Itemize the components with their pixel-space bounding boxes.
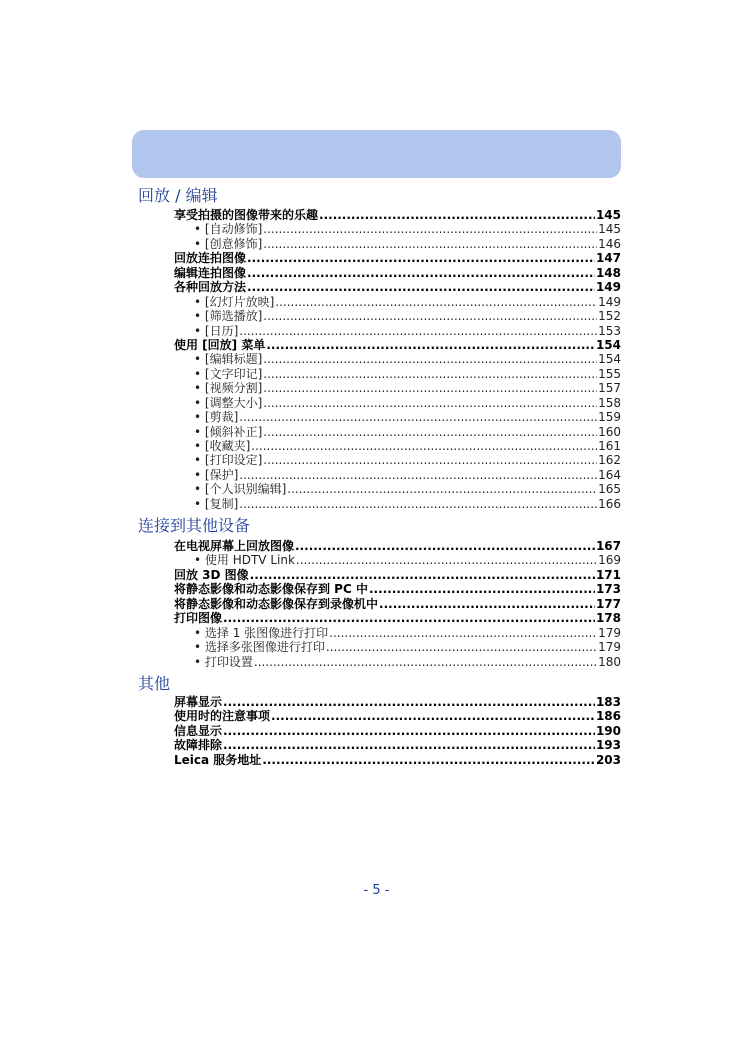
toc-entry[interactable] (174, 597, 621, 611)
toc-entry[interactable] (174, 582, 621, 596)
toc-entry[interactable] (174, 266, 621, 280)
dot-leader (379, 597, 595, 611)
header-banner (132, 130, 621, 178)
toc-entry-label: • 使用 HDTV Link (194, 553, 295, 568)
toc-entry-label: 屏幕显示 (174, 695, 223, 709)
toc-entry-page: 147 (595, 251, 621, 266)
dot-leader (263, 352, 597, 366)
toc-entry-page: 159 (598, 410, 621, 425)
toc-subentry[interactable] (174, 553, 621, 567)
page-number: - 5 - (363, 883, 390, 898)
toc-entry-label: 将静态影像和动态影像保存到 PC 中 (174, 582, 368, 597)
toc-entry[interactable] (174, 208, 621, 222)
dot-leader (275, 295, 597, 309)
toc-subentry[interactable] (174, 352, 621, 366)
toc-subentry[interactable] (174, 626, 621, 640)
toc-list-playback-edit (174, 208, 621, 511)
toc-entry-label: 打印图像 (174, 611, 223, 626)
toc-entry-page: 165 (598, 482, 621, 497)
dot-leader (326, 640, 597, 654)
toc-entry[interactable] (174, 251, 621, 265)
dot-leader (223, 695, 595, 709)
toc-entry-page: 145 (595, 208, 621, 222)
dot-leader (319, 208, 595, 222)
toc-entry-label: • [保护] (194, 467, 239, 482)
toc-entry-page: 164 (598, 467, 621, 482)
dot-leader (239, 497, 597, 511)
toc-entry-label: • 选择 1 张图像进行打印 (194, 625, 329, 640)
toc-entry-label: 将静态影像和动态影像保存到录像机中 (174, 596, 379, 611)
toc-subentry[interactable] (174, 468, 621, 482)
toc-entry-label: • [创意修饰] (194, 236, 263, 251)
section-title-others: 其他 (138, 674, 171, 693)
toc-entry-page: 162 (598, 453, 621, 468)
toc-entry-page: 190 (595, 723, 621, 738)
dot-leader (247, 266, 595, 280)
toc-entry-label: • [复制] (194, 496, 239, 511)
toc-entry-page: 155 (598, 366, 621, 381)
dot-leader (263, 453, 597, 467)
toc-entry-page: 180 (598, 654, 621, 669)
toc-subentry[interactable] (174, 324, 621, 338)
section-title-connect-devices: 连接到其他设备 (138, 516, 251, 535)
toc-entry-page: 179 (598, 640, 621, 655)
toc-entry-label: 编辑连拍图像 (174, 265, 247, 280)
dot-leader (254, 655, 597, 669)
toc-entry-page: 145 (598, 222, 621, 237)
toc-entry[interactable] (174, 611, 621, 625)
toc-entry[interactable] (174, 539, 621, 553)
toc-entry-label: • [文字印记] (194, 366, 263, 381)
toc-subentry[interactable] (174, 425, 621, 439)
toc-entry[interactable] (174, 280, 621, 294)
toc-entry-label: 在电视屏幕上回放图像 (174, 539, 295, 553)
toc-entry-page: 203 (595, 752, 621, 767)
toc-subentry[interactable] (174, 655, 621, 669)
toc-entry-label: • [视频分割] (194, 381, 263, 396)
dot-leader (239, 324, 597, 338)
toc-entry-page: 152 (598, 309, 621, 324)
dot-leader (263, 396, 597, 410)
toc-entry-label: 使用 [回放] 菜单 (174, 337, 266, 352)
toc-entry-label: • 打印设置 (194, 654, 253, 669)
toc-entry[interactable] (174, 695, 621, 709)
toc-entry-label: • [幻灯片放映] (194, 294, 275, 309)
section-title-playback-edit: 回放 / 编辑 (138, 186, 218, 205)
dot-leader (223, 611, 595, 625)
toc-subentry[interactable] (174, 453, 621, 467)
toc-entry-label: 享受拍摄的图像带来的乐趣 (174, 208, 319, 222)
toc-entry-page: 171 (595, 567, 621, 582)
toc-entry-label: • [打印设定] (194, 453, 263, 468)
toc-entry-page: 186 (595, 709, 621, 724)
dot-leader (266, 338, 595, 352)
toc-entry-page: 183 (595, 695, 621, 709)
toc-entry-page: 149 (598, 294, 621, 309)
toc-subentry[interactable] (174, 381, 621, 395)
toc-entry-page: 177 (595, 596, 621, 611)
toc-subentry[interactable] (174, 482, 621, 496)
toc-entry-label: 故障排除 (174, 738, 223, 753)
toc-entry-page: 157 (598, 381, 621, 396)
dot-leader (263, 367, 597, 381)
dot-leader (369, 582, 595, 596)
dot-leader (263, 381, 597, 395)
toc-subentry[interactable] (174, 640, 621, 654)
toc-entry-page: 193 (595, 738, 621, 753)
toc-subentry[interactable] (174, 439, 621, 453)
toc-entry[interactable] (174, 738, 621, 752)
toc-entry-label: • [筛选播放] (194, 309, 263, 324)
toc-entry-label: 回放连拍图像 (174, 251, 247, 266)
toc-entry-label: 使用时的注意事项 (174, 709, 271, 724)
toc-entry[interactable] (174, 724, 621, 738)
toc-entry-label: • [剪裁] (194, 410, 239, 425)
toc-subentry[interactable] (174, 295, 621, 309)
dot-leader (263, 222, 597, 236)
toc-subentry[interactable] (174, 237, 621, 251)
toc-subentry[interactable] (174, 309, 621, 323)
toc-entry-page: 158 (598, 395, 621, 410)
toc-entry-label: 回放 3D 图像 (174, 567, 249, 582)
toc-subentry[interactable] (174, 396, 621, 410)
toc-entry-page: 169 (598, 553, 621, 568)
dot-leader (263, 425, 597, 439)
dot-leader (247, 251, 595, 265)
toc-entry-page: 166 (598, 496, 621, 511)
toc-entry-page: 153 (598, 323, 621, 338)
dot-leader (251, 439, 597, 453)
dot-leader (263, 237, 597, 251)
toc-subentry[interactable] (174, 497, 621, 511)
dot-leader (223, 738, 595, 752)
toc-entry[interactable] (174, 709, 621, 723)
toc-entry-label: • 选择多张图像进行打印 (194, 640, 325, 655)
toc-entry-page: 148 (595, 265, 621, 280)
toc-entry-label: 各种回放方法 (174, 280, 247, 295)
toc-entry-label: • [编辑标题] (194, 352, 263, 367)
dot-leader (247, 280, 595, 294)
toc-entry-label: • [收藏夹] (194, 439, 251, 453)
toc-entry-page: 167 (595, 539, 621, 553)
dot-leader (271, 709, 595, 723)
toc-entry-label: • [倾斜补正] (194, 424, 263, 439)
toc-entry-label: Leica 服务地址 (174, 752, 262, 767)
dot-leader (287, 482, 597, 496)
dot-leader (263, 309, 597, 323)
toc-entry[interactable] (174, 753, 621, 767)
toc-entry-page: 149 (595, 280, 621, 295)
dot-leader (329, 626, 597, 640)
toc-entry-page: 178 (595, 611, 621, 626)
toc-entry-page: 179 (598, 625, 621, 640)
toc-entry-page: 161 (598, 439, 621, 453)
toc-entry-label: 信息显示 (174, 723, 223, 738)
dot-leader (262, 753, 595, 767)
toc-subentry[interactable] (174, 410, 621, 424)
dot-leader (296, 553, 597, 567)
dot-leader (250, 568, 595, 582)
toc-entry[interactable] (174, 338, 621, 352)
toc-entry-label: • [自动修饰] (194, 222, 263, 237)
toc-entry-page: 154 (595, 337, 621, 352)
dot-leader (239, 410, 597, 424)
toc-list-connect-devices (174, 539, 621, 669)
toc-entry-label: • [日历] (194, 323, 239, 338)
toc-subentry[interactable] (174, 222, 621, 236)
toc-entry-page: 146 (598, 236, 621, 251)
toc-entry-label: • [调整大小] (194, 395, 263, 410)
toc-entry[interactable] (174, 568, 621, 582)
toc-entry-page: 154 (598, 352, 621, 367)
toc-entry-page: 160 (598, 424, 621, 439)
toc-entry-label: • [个人识别编辑] (194, 482, 287, 497)
dot-leader (223, 724, 595, 738)
toc-entry-page: 173 (595, 582, 621, 597)
dot-leader (295, 539, 595, 553)
dot-leader (239, 468, 597, 482)
toc-list-others (174, 695, 621, 767)
toc-subentry[interactable] (174, 367, 621, 381)
